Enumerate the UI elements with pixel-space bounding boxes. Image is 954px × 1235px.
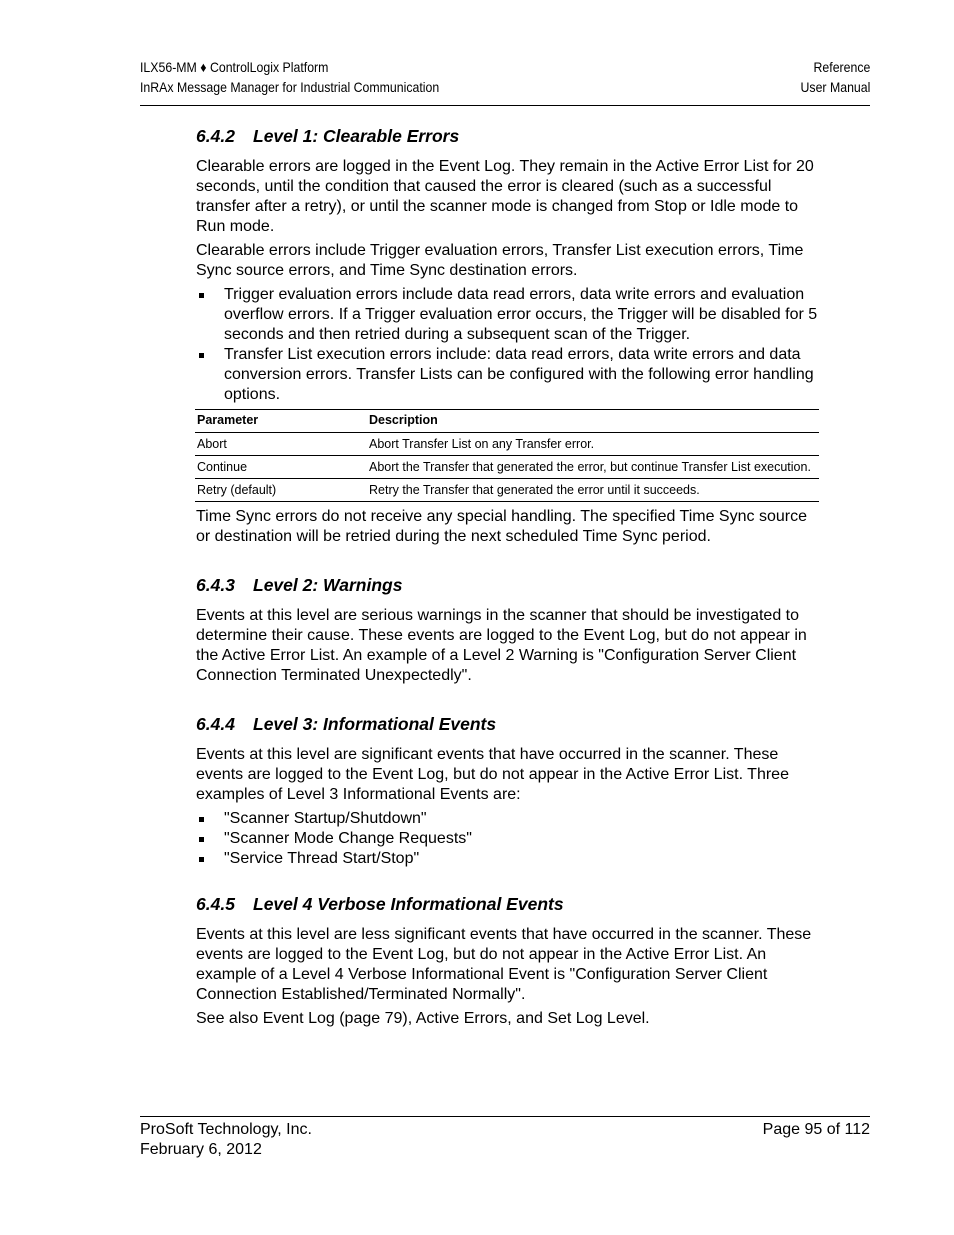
list-item: "Scanner Startup/Shutdown" (196, 809, 820, 829)
header-product-title: ILX56-MM ♦ ControlLogix Platform (140, 59, 329, 75)
section-6-4-3 (196, 573, 820, 686)
paragraph: Time Sync errors do not receive any special handling. The specified Time Sync source or destination will be retried during the next scheduled Time Sync period. (196, 508, 807, 545)
section-title: Level 4 Verbose Informational Events (253, 894, 564, 914)
list-item: Transfer List execution errors include: data read errors, data write errors and data conversion errors. Transfer Lists can be configured with the following error handling options. (196, 345, 820, 405)
footer-right (763, 1120, 870, 1140)
header-section-name: Reference (813, 59, 870, 75)
page-content (196, 124, 820, 1033)
page-header (140, 57, 870, 106)
page-number: Page 95 of 112 (762, 1121, 870, 1138)
paragraph: Clearable errors are logged in the Event Log. They remain in the Active Error List for 20 seconds, until the condition that caused the error is cleared (such as a successful transfer after a retry), or until the scanner mode is changed from Stop or Idle mode to Run mode. (196, 158, 814, 235)
section-number: 6.4.4 (196, 714, 235, 734)
bullet-list (196, 809, 820, 869)
header-product-subtitle: InRAx Message Manager for Industrial Communication (140, 79, 440, 95)
header-left (140, 57, 439, 97)
footer-left (140, 1120, 312, 1160)
paragraph: See also Event Log (page 79), Active Errors, and Set Log Level. (196, 1010, 650, 1027)
section-6-4-2 (196, 124, 820, 547)
section-title: Level 2: Warnings (253, 575, 403, 595)
table-cell: Retry (default) (195, 479, 367, 502)
column-header-parameter: Parameter (195, 410, 367, 433)
list-item: Trigger evaluation errors include data read errors, data write errors and evaluation overflow errors. If a Trigger evaluation error occurs, the Trigger will be disabled for 5 seconds and then retried during a subsequent scan of the Trigger. (196, 285, 820, 345)
list-item: "Scanner Mode Change Requests" (196, 829, 820, 849)
paragraph: Events at this level are less significant events that have occurred in the scanner. These events are logged to the Event Log, but do not appear in the Active Error List. An example of a Level 4 Verbose Informational Event is "Configuration Server Client Connection Established/Terminated Normally". (196, 926, 812, 1003)
section-number: 6.4.2 (196, 126, 235, 146)
table-row (195, 479, 819, 502)
footer-date: February 6, 2012 (140, 1141, 262, 1158)
table-cell: Abort the Transfer that generated the error, but continue Transfer List execution. (367, 456, 819, 479)
list-item: "Service Thread Start/Stop" (196, 849, 820, 869)
section-6-4-5 (196, 892, 820, 1029)
table-header-row (195, 410, 819, 433)
section-6-4-4 (196, 712, 820, 869)
table-cell: Continue (195, 456, 367, 479)
section-number: 6.4.5 (196, 894, 235, 914)
section-heading (196, 712, 820, 736)
section-heading (196, 573, 820, 597)
section-number: 6.4.3 (196, 575, 235, 595)
section-heading (196, 124, 820, 148)
error-handling-table (195, 409, 819, 502)
table-cell: Retry the Transfer that generated the error until it succeeds. (367, 479, 819, 502)
page-footer (140, 1116, 870, 1158)
column-header-description: Description (367, 410, 819, 433)
section-title: Level 3: Informational Events (253, 714, 497, 734)
paragraph: Events at this level are significant events that have occurred in the scanner. These events are logged to the Event Log, but do not appear in the Active Error List. Three examples of Level 3 Informational Events are: (196, 746, 789, 803)
paragraph: Events at this level are serious warnings in the scanner that should be investigated to determine their cause. These events are logged to the Event Log, but do not appear in the Active Error List. An example of a Level 2 Warning is "Configuration Server Client Connection Terminated Unexpectedly". (196, 607, 807, 684)
footer-company: ProSoft Technology, Inc. (140, 1121, 312, 1138)
header-doc-type: User Manual (800, 79, 870, 95)
table-cell: Abort (195, 433, 367, 456)
section-title: Level 1: Clearable Errors (253, 126, 460, 146)
section-heading (196, 892, 820, 916)
bullet-list (196, 285, 820, 405)
header-right (800, 57, 870, 97)
table-cell: Abort Transfer List on any Transfer error. (367, 433, 819, 456)
paragraph: Clearable errors include Trigger evaluation errors, Transfer List execution errors, Time Sync source errors, and Time Sync destination errors. (196, 242, 804, 279)
table-row (195, 433, 819, 456)
table-row (195, 456, 819, 479)
